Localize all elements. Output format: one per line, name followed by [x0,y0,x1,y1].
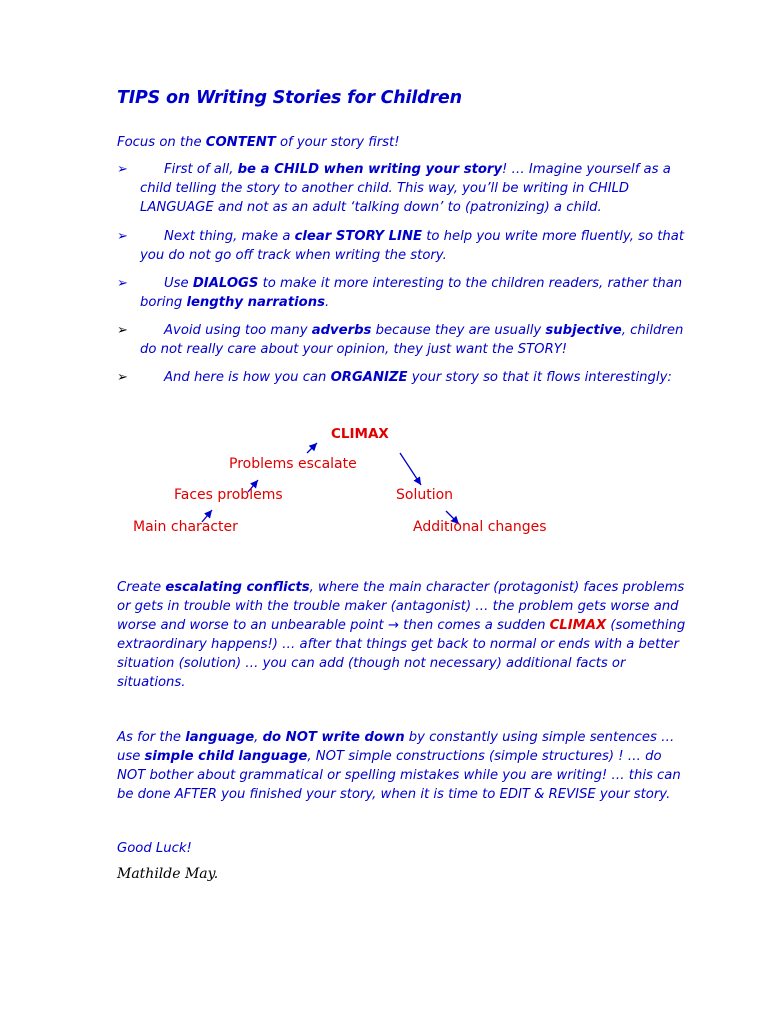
body-text: by constantly using simple sentences … use [117,730,675,764]
body-text: ! … Imagine yourself as a child telling the story to another child. This way, you’ll be writing in CHILD LANGUAGE and not as an adult ‘talking down’ to (patronizing) a child. [140,162,671,215]
body-text: Use [164,276,193,291]
emphasis-text: simple child language [144,749,308,764]
tip-text [140,274,697,312]
emphasis-text: subjective [545,323,622,338]
emphasis-text: ORGANIZE [330,370,408,385]
body-text: . [324,295,330,310]
emphasis-text: adverbs [311,323,372,338]
body-text: Create [117,580,166,595]
emphasis-text: clear STORY LINE [294,229,423,244]
emphasis-text: DIALOGS [192,276,259,291]
tip-text [140,368,697,387]
emphasis-text: language [185,730,255,745]
intro-post: of your story first! [275,135,400,150]
diagram-problems-escalate: Problems escalate [229,456,357,472]
arrow-bullet-icon: ➢ [117,370,128,385]
right-arrow-icon: → [387,618,399,633]
diagram-climax: CLIMAX [331,426,389,442]
emphasis-text: be a CHILD when writing your story [237,162,503,177]
body-text: Next thing, make a [164,229,295,244]
arrow-bullet-icon: ➢ [117,323,128,338]
emphasis-text: lengthy narrations [186,295,325,310]
diagram-solution: Solution [396,487,454,503]
body-text: Avoid using too many [164,323,312,338]
arrow-to-solution [400,453,421,485]
story-structure-diagram [0,410,768,550]
intro-emphasis: CONTENT [205,135,276,150]
body-text: , [254,730,263,745]
arrow-bullet-icon: ➢ [117,162,128,177]
arrow-to-climax [307,443,317,453]
diagram-main-character: Main character [133,519,238,535]
emphasis-text: escalating conflicts [165,580,310,595]
body-text: then comes a sudden [398,618,550,633]
intro-pre: Focus on the [117,135,206,150]
tip-bullet [117,227,697,265]
body-text: And here is how you can [164,370,331,385]
tip-bullet [117,160,697,217]
body-text: to make it more interesting to the children readers, rather than boring [140,276,683,310]
tip-bullet [117,368,697,387]
tip-bullet [117,274,697,312]
body-text: your story so that it flows interestingly: [407,370,672,385]
emphasis-text: do NOT write down [262,730,405,745]
body-text: , children do not really care about your opinion, they just want the STORY! [140,323,684,357]
tip-text [140,160,697,217]
page-title: TIPS on Writing Stories for Children [117,88,462,108]
diagram-additional-changes: Additional changes [413,519,547,535]
signature: Mathilde May. [117,866,219,882]
body-text: As for the [117,730,186,745]
arrow-bullet-icon: ➢ [117,276,128,291]
closing-text: Good Luck! [117,841,192,856]
paragraph-conflicts [117,578,687,692]
intro-line [117,133,400,152]
tip-text [140,227,697,265]
arrow-bullet-icon: ➢ [117,229,128,244]
body-text: (something extraordinary happens!) … after that things get back to normal or ends with a better situation (solution) … you can add (though not necessary) additional facts or situations. [117,618,686,690]
body-text: , NOT simple constructions (simple structures) ! … do NOT bother about grammatical or spelling mistakes while you are writing! … this can be done AFTER you finished your story, when it is time to EDIT & REVISE your story. [117,749,681,802]
paragraph-language [117,728,687,804]
body-text: First of all, [164,162,238,177]
body-text: , where the main character (protagonist) faces problems or gets in trouble with the trouble maker (antagonist) … the problem gets worse and worse and worse to an unbearable point [117,580,685,633]
tip-text [140,321,697,359]
diagram-faces-problems: Faces problems [174,487,283,503]
body-text: to help you write more fluently, so that you do not go off track when writing the story. [140,229,685,263]
body-text: because they are usually [371,323,546,338]
tip-bullet [117,321,697,359]
emphasis-text: CLIMAX [549,618,607,633]
